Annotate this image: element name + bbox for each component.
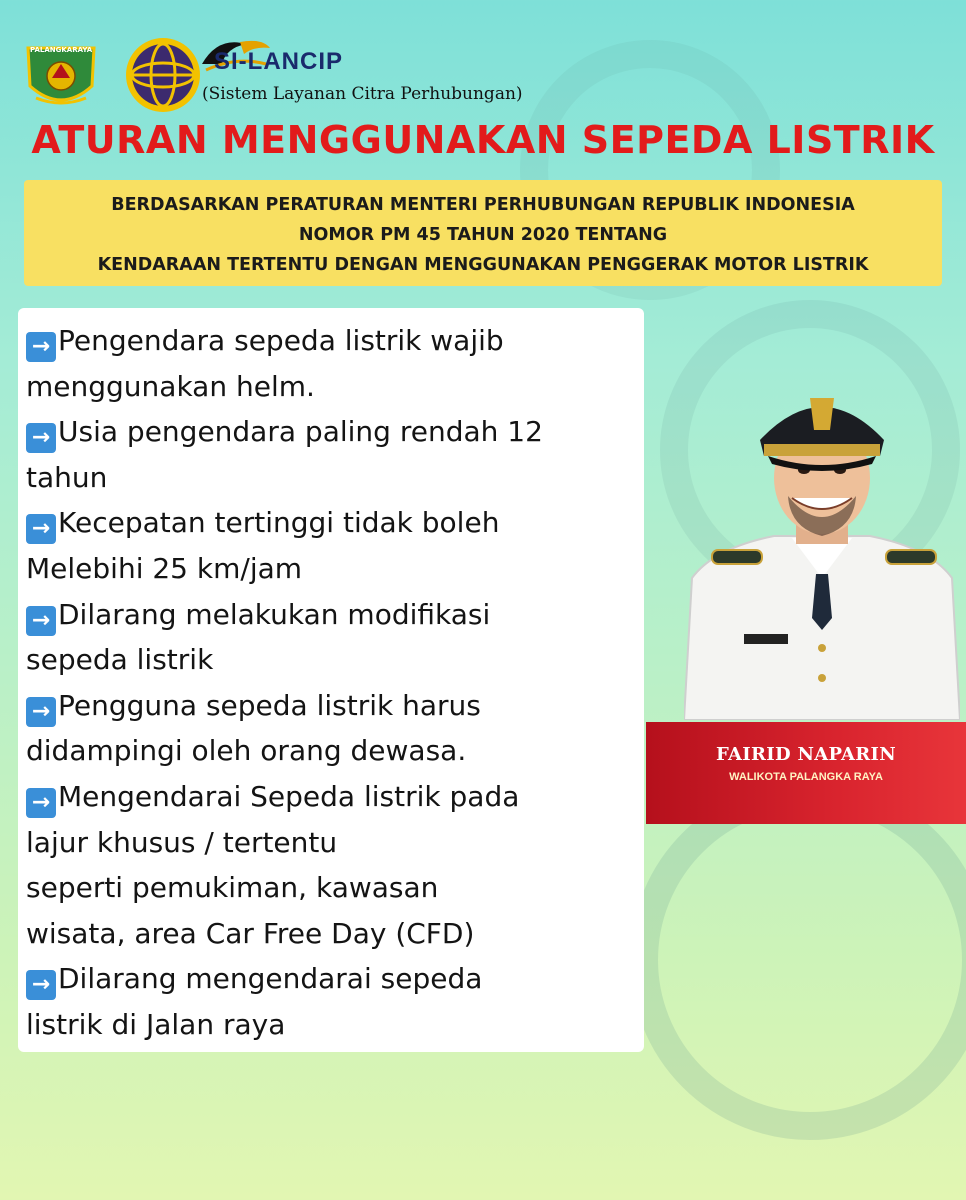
rule-item-cont: sepeda listrik: [26, 643, 214, 677]
regulation-line: NOMOR PM 45 TAHUN 2020 TENTANG: [298, 225, 668, 245]
arrow-right-icon: →: [26, 697, 56, 727]
rule-item-cont: wisata, area Car Free Day (CFD): [26, 916, 475, 950]
silancip-logo: [196, 34, 580, 114]
rule-item-cont: seperti pemukiman, kawasan: [26, 871, 439, 905]
page-title: ATURAN MENGGUNAKAN SEPEDA LISTRIK: [31, 118, 935, 162]
regulation-line: BERDASARKAN PERATURAN MENTERI PERHUBUNGAN REPUBLIK INDONESIA: [111, 195, 855, 215]
rule-item-cont: tahun: [26, 460, 108, 494]
rule-item: → Pengguna sepeda listrik harus: [26, 683, 634, 729]
rule-item: → Kecepatan tertinggi tidak boleh: [26, 500, 634, 546]
arrow-right-icon: →: [26, 788, 56, 818]
rule-item: → Usia pengendara paling rendah 12: [26, 409, 634, 455]
header-logos: [22, 34, 582, 114]
rule-item-cont: didampingi oleh orang dewasa.: [26, 734, 467, 768]
arrow-right-icon: →: [26, 970, 56, 1000]
mayor-portrait: [684, 378, 960, 720]
arrow-right-icon: →: [26, 514, 56, 544]
rule-item-cont: Melebihi 25 km/jam: [26, 551, 303, 585]
bg-wheel-shape: [630, 780, 966, 1140]
rule-item: → Dilarang mengendarai sepeda: [26, 956, 634, 1002]
name-banner: [646, 722, 966, 824]
silancip-tagline: (Sistem Layanan Citra Perhubungan): [202, 84, 523, 104]
person-name: FAIRID NAPARIN: [715, 744, 896, 765]
arrow-right-icon: →: [26, 606, 56, 636]
rules-card: [18, 308, 644, 1052]
arrow-right-icon: →: [26, 423, 56, 453]
regulation-line: KENDARAAN TERTENTU DENGAN MENGGUNAKAN PENGGERAK MOTOR LISTRIK: [97, 255, 869, 275]
logo-pky-text: PALANGKARAYA: [30, 46, 93, 54]
rule-item: → Mengendarai Sepeda listrik pada: [26, 774, 634, 820]
rule-item-cont: lajur khusus / tertentu: [26, 825, 338, 859]
rule-item: → Dilarang melakukan modifikasi: [26, 592, 634, 638]
dephub-logo: [124, 36, 202, 114]
arrow-right-icon: →: [26, 332, 56, 362]
person-position: WALIKOTA PALANGKA RAYA: [729, 771, 883, 783]
rule-item-cont: menggunakan helm.: [26, 369, 315, 403]
rule-item: → Pengendara sepeda listrik wajib: [26, 318, 634, 364]
regulation-box: [24, 180, 942, 286]
silancip-name: SI-LANCIP: [214, 48, 343, 75]
rule-item-cont: listrik di Jalan raya: [26, 1007, 286, 1041]
